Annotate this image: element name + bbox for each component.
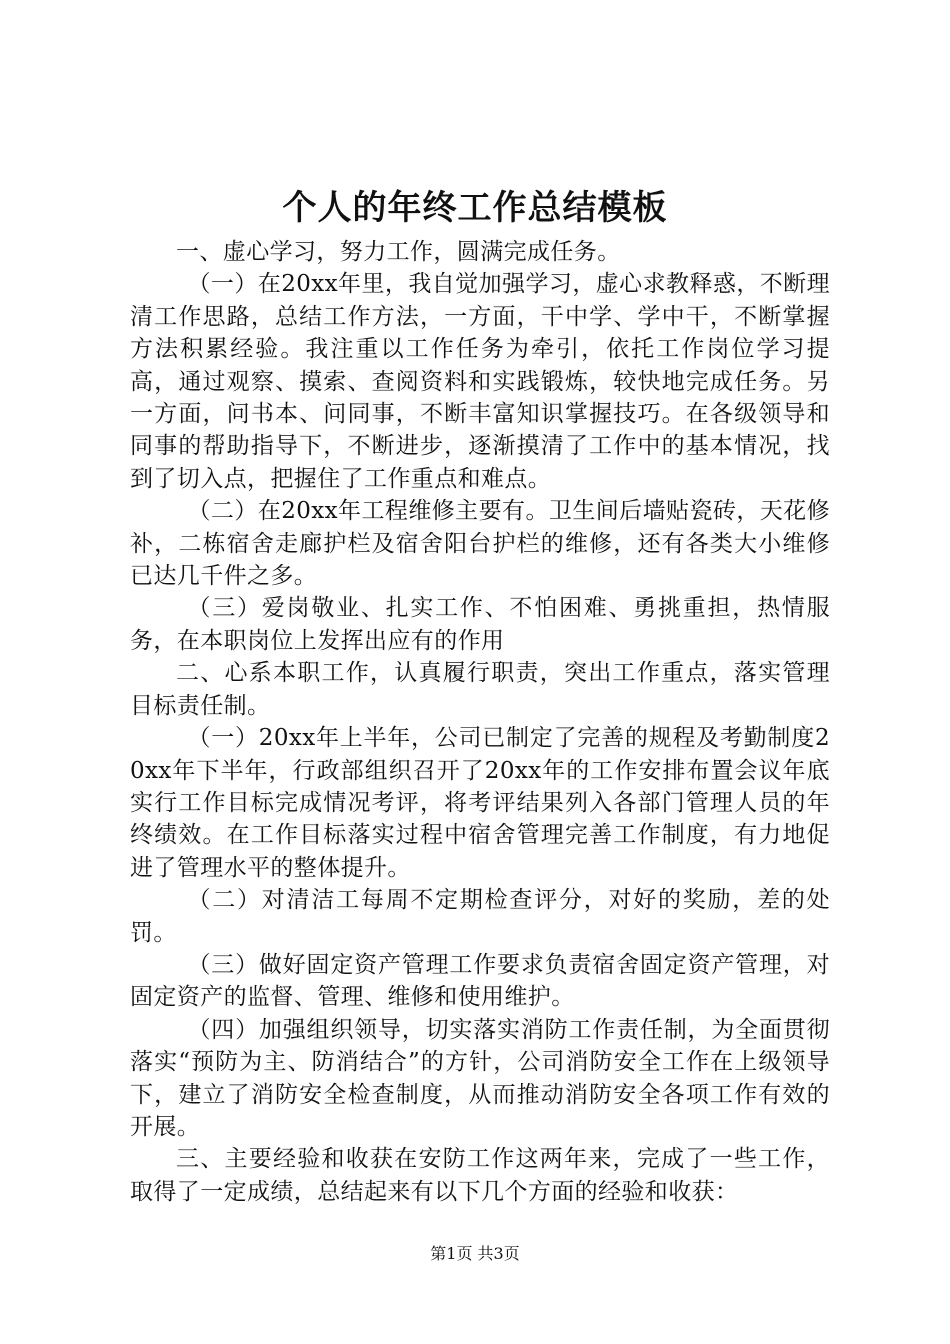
paragraph-2-4: （四）加强组织领导，切实落实消防工作责任制，为全面贯彻落实“预防为主、防消结合”的方针，公司消防安全工作在上级领导下，建立了消防安全检查制度，从而推动消防安全各项工作有效的开展。 xyxy=(130,1016,830,1140)
page-number-footer: 第1页 共3页 xyxy=(430,1244,520,1263)
paragraph-2-2: （二）对清洁工每周不定期检查评分，对好的奖励，差的处罚。 xyxy=(130,887,830,946)
document-body xyxy=(130,236,830,1208)
paragraph-1-1: （一）在20xx年里，我自觉加强学习，虚心求教释惑，不断理清工作思路，总结工作方法，一方面，干中学、学中干，不断掌握方法积累经验。我注重以工作任务为牵引，依托工作岗位学习提高，通过观察、摸索、查阅资料和实践锻炼，较快地完成任务。另一方面，问书本、问同事，不断丰富知识掌握技巧。在各级领导和同事的帮助指导下，不断进步，逐渐摸清了工作中的基本情况，找到了切入点，把握住了工作重点和难点。 xyxy=(130,271,830,492)
paragraph-2-3: （三）做好固定资产管理工作要求负责宿舍固定资产管理，对固定资产的监督、管理、维修和使用维护。 xyxy=(130,951,830,1011)
document-title: 个人的年终工作总结模板 xyxy=(282,188,668,228)
section-heading-3: 三、主要经验和收获在安防工作这两年来，完成了一些工作，取得了一定成绩，总结起来有以下几个方面的经验和收获： xyxy=(130,1146,830,1205)
section-heading-1: 一、虚心学习，努力工作，圆满完成任务。 xyxy=(176,239,621,265)
section-heading-2: 二、心系本职工作，认真履行职责，突出工作重点，落实管理目标责任制。 xyxy=(130,660,830,719)
paragraph-2-1: （一）20xx年上半年，公司已制定了完善的规程及考勤制度20xx年下半年，行政部组织召开了20xx年的工作安排布置会议年底实行工作目标完成情况考评，将考评结果列入各部门管理人员的年终绩效。在工作目标落实过程中宿舍管理完善工作制度，有力地促进了管理水平的整体提升。 xyxy=(130,725,830,881)
paragraph-1-3: （三）爱岗敬业、扎实工作、不怕困难、勇挑重担，热情服务，在本职岗位上发挥出应有的作用 xyxy=(130,595,830,654)
paragraph-1-2: （二）在20xx年工程维修主要有。卫生间后墙贴瓷砖，天花修补，二栋宿舍走廊护栏及宿舍阳台护栏的维修，还有各类大小维修已达几千件之多。 xyxy=(130,498,830,590)
